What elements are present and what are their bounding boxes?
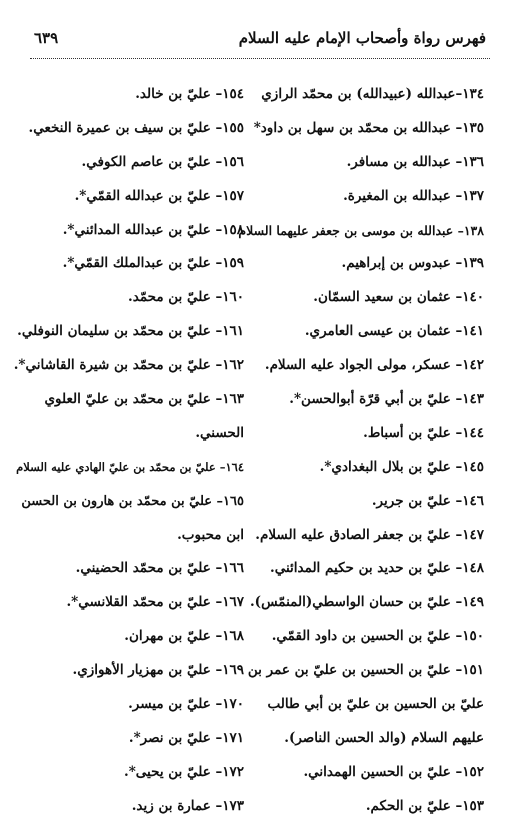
index-entry: ١٥٧– عليّ بن عبدالله القمّي*. bbox=[74, 187, 244, 204]
index-entry: ١٣٦– عبدالله بن مسافر. bbox=[346, 153, 484, 170]
header-rule bbox=[30, 58, 490, 59]
index-entry: ١٣٧– عبدالله بن المغيرة. bbox=[343, 187, 484, 204]
index-entry: ١٦٢– عليّ بن محمّد بن شيرة القاشاني*. bbox=[13, 357, 244, 374]
index-entry: ١٣٨– عبدالله بن موسى بن جعفر عليهما السلام bbox=[238, 222, 484, 238]
index-entry: ١٥٨– عليّ بن عبدالله المدائني*. bbox=[62, 221, 244, 238]
index-entry: ١٥٦– عليّ بن عاصم الكوفي. bbox=[81, 153, 244, 170]
index-entry: ابن محبوب. bbox=[177, 526, 244, 543]
index-entry: ١٥٢– عليّ بن الحسين الهمداني. bbox=[303, 763, 484, 780]
index-entry: ١٥٩– عليّ بن عبدالملك القمّي*. bbox=[62, 255, 244, 272]
index-entry: ١٣٤–عبدالله (عبيدالله) بن محمّد الرازي bbox=[261, 86, 484, 102]
index-entry: ١٣٥– عبدالله بن محمّد بن سهل بن داود* bbox=[253, 119, 484, 136]
index-entry: ١٧٠– عليّ بن ميسر. bbox=[128, 696, 244, 713]
index-entry: ١٦٦– عليّ بن محمّد الحضيني. bbox=[75, 560, 244, 577]
index-entry: ١٤٧– عليّ بن جعفر الصادق عليه السلام. bbox=[255, 526, 484, 543]
index-entry: ١٦٠– عليّ بن محمّد. bbox=[128, 289, 244, 306]
index-entry: ١٥٥– عليّ بن سيف بن عميرة النخعي. bbox=[28, 119, 244, 136]
index-entry: ١٦٥– عليّ بن محمّد بن هارون بن الحسن bbox=[21, 493, 244, 509]
index-entry: ١٦٧– عليّ بن محمّد القلانسي*. bbox=[66, 594, 244, 611]
index-entry: الحسني. bbox=[195, 424, 244, 441]
index-entry: ١٥٠– عليّ بن الحسين بن داود القمّي. bbox=[271, 628, 484, 645]
index-entry: ١٤٤– عليّ بن أسباط. bbox=[363, 424, 484, 441]
index-entry: ١٧٢– عليّ بن يحيى*. bbox=[124, 763, 244, 780]
index-entry: عليّ بن الحسين بن عليّ بن أبي طالب bbox=[267, 696, 484, 713]
index-entry: ١٤٥– عليّ بن بلال البغدادي*. bbox=[319, 458, 484, 475]
index-entry: عليهم السلام (والد الحسن الناصر). bbox=[284, 729, 484, 746]
running-title: فهرس رواة وأصحاب الإمام عليه السلام bbox=[238, 29, 486, 47]
index-entry: ١٤٠– عثمان بن سعيد السمّان. bbox=[313, 289, 484, 306]
index-entry: ١٦١– عليّ بن محمّد بن سليمان النوفلي. bbox=[17, 323, 244, 340]
index-entry: ١٤٨– عليّ بن حديد بن حكيم المدائني. bbox=[270, 560, 484, 577]
index-entry: ١٤٦– عليّ بن جرير. bbox=[371, 492, 484, 509]
index-entry: ١٤٢– عسكر، مولى الجواد عليه السلام. bbox=[264, 357, 484, 374]
index-entry: ١٧٣– عمارة بن زيد. bbox=[131, 797, 244, 814]
index-entry: ١٧١– عليّ بن نصر*. bbox=[128, 729, 244, 746]
index-entry: ١٦٣– عليّ بن محمّد بن عليّ العلوي bbox=[44, 391, 244, 408]
index-entry: ١٦٤– عليّ بن محمّد بن عليّ الهادي عليه السلام bbox=[16, 459, 244, 474]
index-entry: ١٤١– عثمان بن عيسى العامري. bbox=[304, 323, 484, 340]
index-entry: ١٥٣– عليّ بن الحكم. bbox=[365, 797, 484, 814]
index-entry: ١٣٩– عبدوس بن إبراهيم. bbox=[341, 255, 484, 272]
index-entry: ١٥٤– عليّ بن خالد. bbox=[135, 86, 244, 102]
index-entry: ١٤٩– عليّ بن حسان الواسطي(المنمّس). bbox=[249, 594, 484, 611]
page-header bbox=[34, 26, 486, 50]
index-entry: ١٥١– عليّ بن الحسين بن عليّ بن عمر بن bbox=[247, 662, 484, 679]
page-number: ٦٣٩ bbox=[34, 29, 59, 47]
right-column bbox=[234, 78, 484, 824]
index-entry: ١٤٣– عليّ بن أبي قرّة أبوالحسن*. bbox=[289, 391, 484, 408]
index-entry: ١٦٩– عليّ بن مهزيار الأهوازي. bbox=[72, 662, 244, 679]
left-column bbox=[14, 78, 244, 824]
index-entry: ١٦٨– عليّ بن مهران. bbox=[124, 628, 244, 645]
